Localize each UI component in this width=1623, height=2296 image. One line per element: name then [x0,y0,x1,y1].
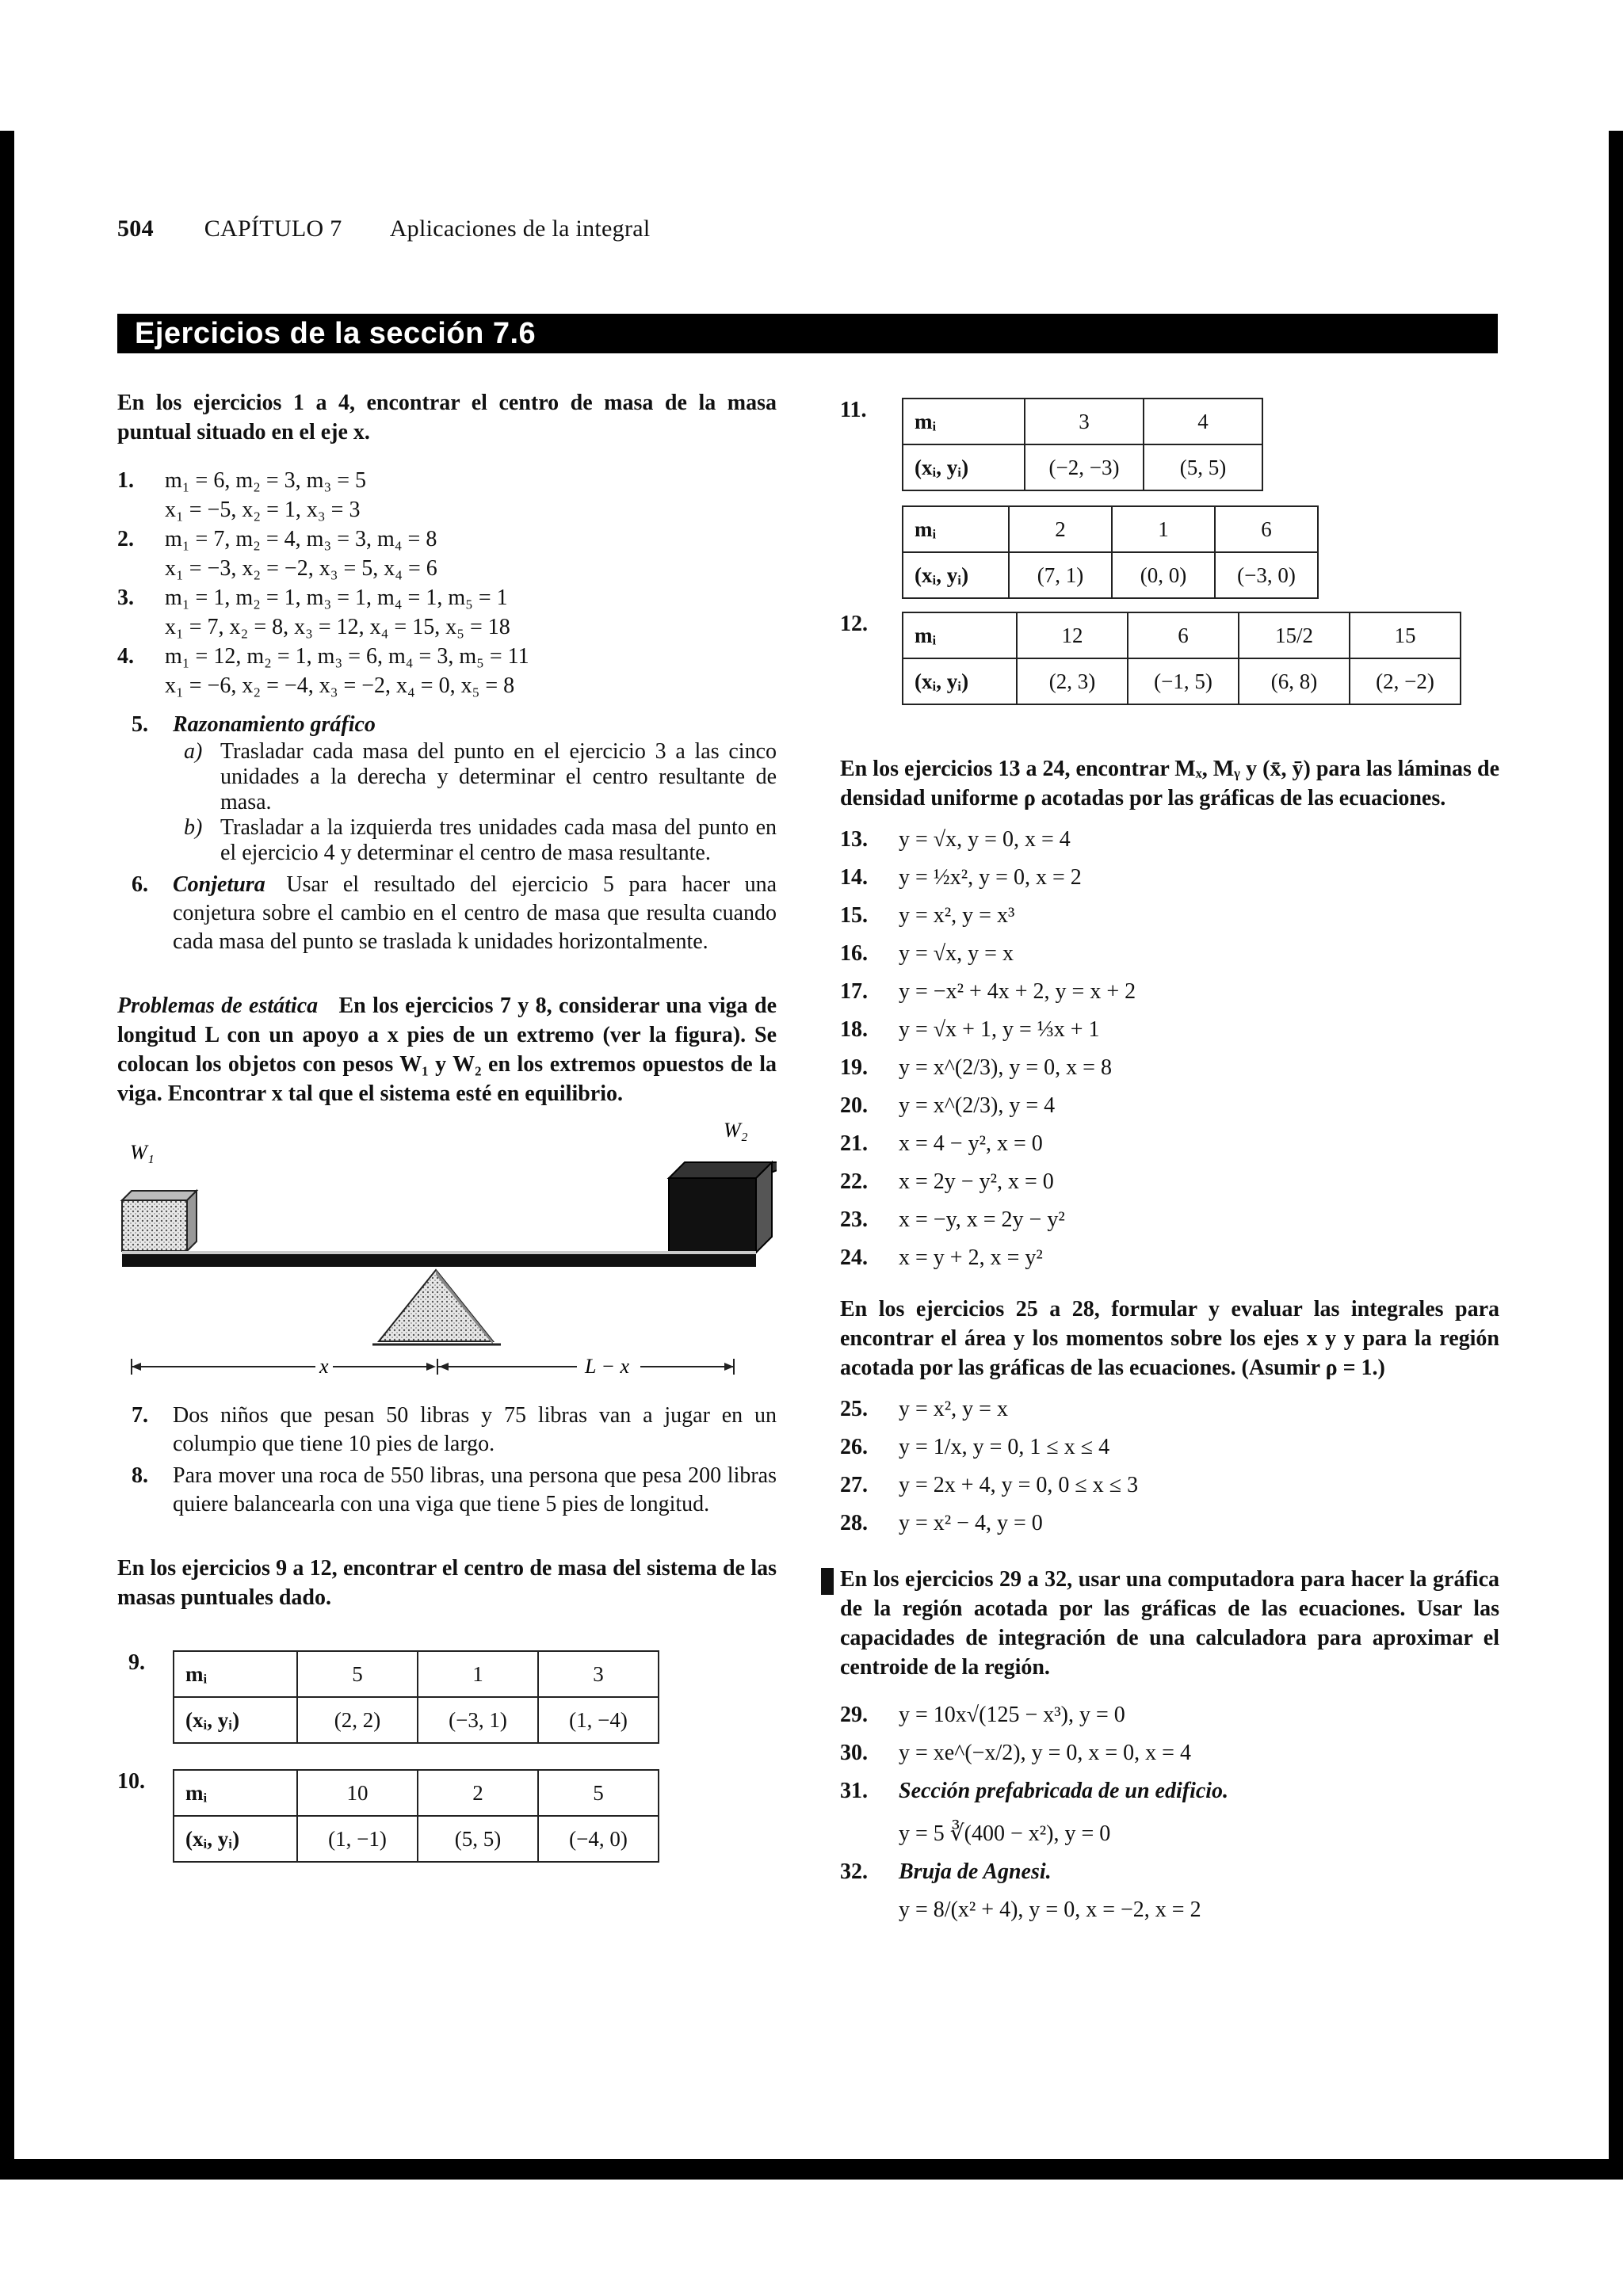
exercise-number: 17. [840,979,868,1004]
table-header: (xᵢ, yᵢ) [174,1816,297,1862]
exercise-number: 18. [840,1017,868,1042]
table-cell: (−4, 0) [538,1816,659,1862]
table-cell: (1, −1) [297,1816,418,1862]
left-column [117,388,777,1863]
x-label: x [319,1355,329,1376]
exercise-30 [840,1734,1499,1772]
equation-list-13-24 [840,821,1499,1277]
table-cell: 4 [1144,399,1262,444]
exercise-number: 21. [840,1131,868,1156]
exercise-9 [117,1650,777,1744]
exercise-item [840,1239,1499,1277]
table-header: (xᵢ, yᵢ) [903,552,1009,598]
table-row [174,1816,659,1862]
exercise-4 [117,642,777,700]
exercise-5a [117,739,777,815]
table-row [903,658,1461,704]
item-label: b) [184,815,203,840]
intro-exercises-29-32: En los ejercicios 29 a 32, usar una computadora para hacer la gráfica de la región acotada por las gráficas de las ecuaciones. Usar las capacidades de integración de una calculadora para aproximar el centroide de la región. [840,1567,1499,1680]
table-cell: 6 [1128,612,1239,658]
exercise-number: 4. [117,644,134,669]
mass-table [902,612,1461,705]
exercise-number: 30. [840,1741,868,1765]
scan-border-bottom [0,2159,1623,2180]
table-row [903,552,1318,598]
exercise-number: 19. [840,1055,868,1080]
table-cell: 12 [1017,612,1128,658]
exercise-item [840,821,1499,859]
table-cell: (−2, −3) [1025,444,1144,490]
exercise-title: Razonamiento gráfico [173,712,376,737]
exercise-item [840,897,1499,935]
equation: y = ½x², y = 0, x = 2 [899,865,1082,890]
exercise-item [840,1428,1499,1466]
table-header: mᵢ [174,1770,297,1816]
exercise-item [840,973,1499,1011]
exercise-item [840,1087,1499,1125]
exercise-number: 20. [840,1093,868,1118]
table-cell: 1 [418,1651,538,1697]
section-title: Ejercicios de la sección 7.6 [135,317,537,350]
table-cell: (0, 0) [1112,552,1215,598]
exercise-line: m₁ = 12, m₂ = 1, m₃ = 6, m₄ = 3, m₅ = 11 [165,644,529,669]
exercise-item [840,1163,1499,1201]
mass-table [173,1650,659,1744]
item-label: a) [184,739,203,764]
table-cell: 15 [1350,612,1461,658]
computer-icon [821,1568,834,1595]
table-row [903,612,1461,658]
table-cell: 5 [538,1770,659,1816]
table-cell: (−3, 0) [1215,552,1318,598]
exercise-line: x₁ = −6, x₂ = −4, x₃ = −2, x₄ = 0, x₅ = 8 [165,673,515,698]
exercise-item [840,1505,1499,1543]
exercise-item [840,1125,1499,1163]
equation: y = −x² + 4x + 2, y = x + 2 [899,979,1136,1004]
table-header: mᵢ [903,506,1009,552]
exercise-line: x₁ = −5, x₂ = 1, x₃ = 3 [165,498,361,522]
exercise-text: Dos niños que pesan 50 libras y 75 libras van a jugar en un columpio que tiene 10 pies de largo. [173,1403,777,1456]
equation: y = xe^(−x/2), y = 0, x = 0, x = 4 [899,1741,1191,1765]
equation: y = x², y = x [899,1397,1008,1421]
equation: y = 2x + 4, y = 0, 0 ≤ x ≤ 3 [899,1473,1139,1497]
exercise-number: 9. [128,1650,145,1675]
exercise-32-equation [840,1891,1499,1929]
exercise-number: 1. [117,468,134,493]
statics-intro [117,991,777,1108]
scan-border-right [1609,131,1623,2175]
exercise-item [840,1466,1499,1505]
statics-title: Problemas de estática [117,994,319,1018]
exercise-number: 28. [840,1511,868,1535]
table-cell: (2, 2) [297,1697,418,1743]
table-row [174,1651,659,1697]
equation: y = √x, y = 0, x = 4 [899,827,1071,852]
exercise-number: 22. [840,1169,868,1194]
mass-table [902,505,1319,599]
exercise-number: 6. [132,872,148,897]
exercise-line: m₁ = 6, m₂ = 3, m₃ = 5 [165,468,366,493]
exercise-32 [840,1853,1499,1891]
equation: y = x² − 4, y = 0 [899,1511,1043,1535]
w2-weight [669,1162,777,1253]
exercise-item [840,935,1499,973]
equation: y = 8/(x² + 4), y = 0, x = −2, x = 2 [899,1897,1201,1922]
equation-list-25-28 [840,1390,1499,1543]
table-row [903,444,1262,490]
table-cell: 2 [418,1770,538,1816]
equation: y = x^(2/3), y = 0, x = 8 [899,1055,1112,1080]
exercise-number: 13. [840,827,868,852]
mass-table [173,1769,659,1863]
exercise-number: 3. [117,585,134,610]
exercise-2 [117,524,777,583]
exercise-line: m₁ = 1, m₂ = 1, m₃ = 1, m₄ = 1, m₅ = 1 [165,585,508,610]
item-text: Trasladar cada masa del punto en el ejercicio 3 a las cinco unidades a la derecha y determinar el centro resultante de masa. [220,739,777,814]
l-minus-x-label: L − x [585,1355,630,1376]
exercise-text: Para mover una roca de 550 libras, una persona que pesa 200 libras quiere balancearla con una viga que tiene 5 pies de longitud. [173,1463,777,1516]
table-cell: (6, 8) [1239,658,1350,704]
intro-exercises-1-4: En los ejercicios 1 a 4, encontrar el centro de masa de la masa puntual situado en el eje x. [117,391,777,444]
table-cell: (−3, 1) [418,1697,538,1743]
table-cell: (5, 5) [1144,444,1262,490]
exercise-line: m₁ = 7, m₂ = 4, m₃ = 3, m₄ = 8 [165,527,437,551]
exercise-number: 23. [840,1207,868,1232]
beam-figure [117,1115,777,1376]
table-cell: 2 [1009,506,1112,552]
equation: y = √x + 1, y = ⅓x + 1 [899,1017,1100,1042]
equation: y = √x, y = x [899,941,1014,966]
exercise-number: 32. [840,1859,868,1884]
exercise-number: 2. [117,527,134,551]
exercise-5 [117,710,777,739]
intro-exercises-25-28: En los ejercicios 25 a 28, formular y evaluar las integrales para encontrar el área y los momentos sobre los ejes x y y para la región acotada por las gráficas de las ecuaciones. (Asumir ρ = 1.) [840,1297,1499,1380]
table-header: (xᵢ, yᵢ) [903,444,1025,490]
right-column [840,388,1499,1929]
table-row [174,1770,659,1816]
equation: y = 10x√(125 − x³), y = 0 [899,1703,1125,1727]
running-head [117,215,651,242]
exercise-number: 7. [132,1403,148,1428]
equation: x = 2y − y², x = 0 [899,1169,1054,1194]
equation: y = 1/x, y = 0, 1 ≤ x ≤ 4 [899,1435,1110,1459]
exercise-line: x₁ = −3, x₂ = −2, x₃ = 5, x₄ = 6 [165,556,437,581]
equation: x = 4 − y², x = 0 [899,1131,1043,1156]
exercise-number: 24. [840,1245,868,1270]
section-banner [117,314,1498,353]
w1-label: W₁ [130,1141,155,1164]
exercise-6 [117,871,777,956]
exercise-number: 12. [840,612,868,636]
exercise-item [840,1390,1499,1428]
w2-label: W₂ [724,1119,748,1142]
item-text: Trasladar a la izquierda tres unidades cada masa del punto en el ejercicio 4 y determinar el centro de masa resultante. [220,815,777,865]
fulcrum [372,1270,501,1344]
exercise-title: Conjetura [173,872,265,897]
table-header: (xᵢ, yᵢ) [174,1697,297,1743]
exercise-item [840,1011,1499,1049]
table-header: mᵢ [903,399,1025,444]
exercise-number: 27. [840,1473,868,1497]
chapter-title: Aplicaciones de la integral [389,215,651,242]
table-cell: 5 [297,1651,418,1697]
equation: x = y + 2, x = y² [899,1245,1043,1270]
table-cell: 3 [538,1651,659,1697]
exercise-12 [840,612,1499,705]
w1-weight [122,1191,197,1251]
dimension-x [132,1355,436,1376]
table-cell: (7, 1) [1009,552,1112,598]
statics-text: En los ejercicios 7 y 8, considerar una viga de longitud L con un apoyo a x pies de un extremo (ver la figura). Se colocan los objetos con pesos W₁ y W₂ en los extremos opuestos de la viga. Encontrar x tal que el sistema esté en equilibrio. [117,994,777,1106]
table-cell: (2, 3) [1017,658,1128,704]
exercise-7 [117,1402,777,1459]
table-row [903,399,1262,444]
exercise-number: 29. [840,1703,868,1727]
equation: y = x^(2/3), y = 4 [899,1093,1056,1118]
exercise-item [840,859,1499,897]
table-cell: 3 [1025,399,1144,444]
exercise-8 [117,1462,777,1519]
intro-exercises-13-24: En los ejercicios 13 a 24, encontrar Mₓ, Mᵧ y (x̄, ȳ) para las láminas de densidad uniforme ρ acotadas por las gráficas de las ecuaciones. [840,757,1499,810]
exercise-number: 25. [840,1397,868,1421]
exercise-31 [840,1772,1499,1810]
table-cell: 15/2 [1239,612,1350,658]
exercise-number: 11. [840,398,867,422]
exercise-title: Bruja de Agnesi. [899,1859,1052,1884]
exercise-number: 8. [132,1463,148,1488]
table-row [174,1697,659,1743]
exercise-title: Sección prefabricada de un edificio. [899,1779,1229,1803]
table-cell: 10 [297,1770,418,1816]
page-number: 504 [117,215,154,242]
table-header: mᵢ [903,612,1017,658]
exercise-3 [117,583,777,642]
exercise-number: 16. [840,941,868,966]
exercise-number: 14. [840,865,868,890]
table-cell: 6 [1215,506,1318,552]
exercise-item [840,1049,1499,1087]
exercise-number: 26. [840,1435,868,1459]
table-cell: 1 [1112,506,1215,552]
table-header: mᵢ [174,1651,297,1697]
exercise-item [840,1201,1499,1239]
equation: y = x², y = x³ [899,903,1015,928]
exercise-29 [840,1696,1499,1734]
exercise-number: 10. [117,1769,145,1794]
exercise-11 [840,398,1499,599]
scan-border-left [0,131,14,2175]
exercise-1 [117,466,777,524]
table-row [903,506,1318,552]
exercise-text: Usar el resultado del ejercicio 5 para hacer una conjetura sobre el cambio en el centro de masa que resulta cuando cada masa del punto se traslada k unidades horizontalmente. [173,872,777,954]
dimension-l-minus-x [437,1355,734,1376]
table-cell: (5, 5) [418,1816,538,1862]
exercise-31-equation [840,1815,1499,1853]
exercise-number: 5. [132,712,148,737]
chapter-label: CAPÍTULO 7 [204,215,342,242]
exercise-number: 15. [840,903,868,928]
exercise-line: x₁ = 7, x₂ = 8, x₃ = 12, x₄ = 15, x₅ = 18 [165,615,510,639]
exercise-5b [117,815,777,866]
intro-exercises-9-12: En los ejercicios 9 a 12, encontrar el centro de masa del sistema de las masas puntuales dado. [117,1556,777,1610]
exercise-number: 31. [840,1779,868,1803]
beam [122,1251,756,1267]
equation: y = 5 ∛(400 − x²), y = 0 [899,1821,1111,1846]
equation: x = −y, x = 2y − y² [899,1207,1065,1232]
intro-29-32-block [840,1565,1499,1682]
table-cell: (−1, 5) [1128,658,1239,704]
mass-table [902,398,1263,491]
exercise-10 [117,1769,777,1863]
table-cell: (1, −4) [538,1697,659,1743]
table-header: (xᵢ, yᵢ) [903,658,1017,704]
table-cell: (2, −2) [1350,658,1461,704]
